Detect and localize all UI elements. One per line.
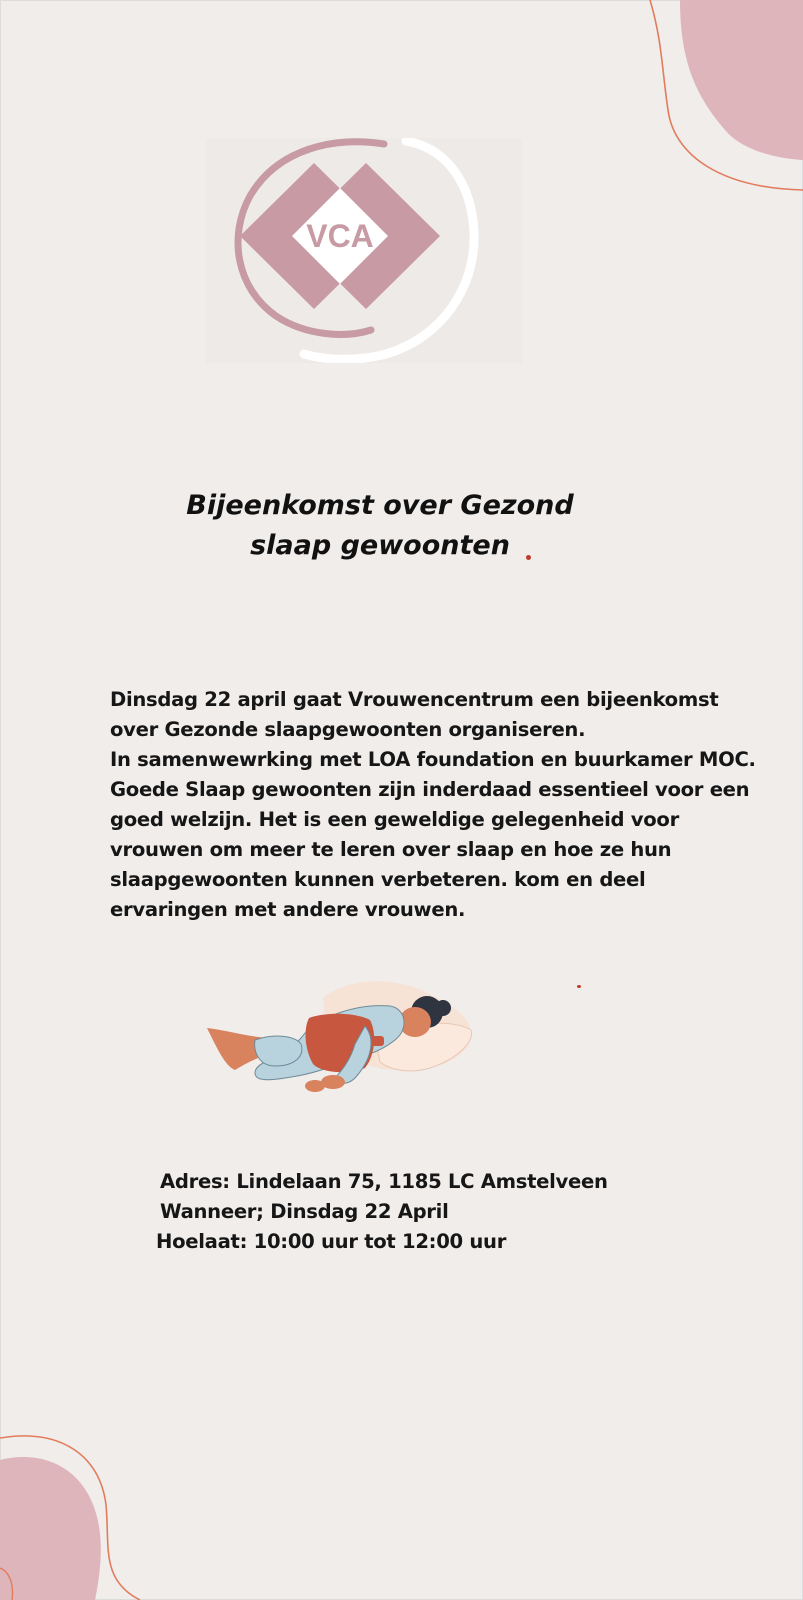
address-line: Adres: Lindelaan 75, 1185 LC Amstelveen xyxy=(160,1170,608,1193)
decorative-dot xyxy=(526,555,531,560)
time-line: Hoelaat: 10:00 uur tot 12:00 uur xyxy=(156,1230,507,1253)
decorative-dot xyxy=(577,985,581,988)
body-line: over Gezonde slaapgewoonten organiseren. xyxy=(110,718,586,741)
vca-logo xyxy=(206,138,522,363)
body-line: Dinsdag 22 april gaat Vrouwencentrum een bijeenkomst xyxy=(110,688,719,711)
body-line: ervaringen met andere vrouwen. xyxy=(110,898,466,921)
title-line-2: slaap gewoonten xyxy=(250,530,510,561)
body-paragraph xyxy=(110,685,790,925)
corner-decoration-top-right xyxy=(640,0,803,200)
corner-decoration-bottom-left xyxy=(0,1430,150,1600)
body-line: In samenwewrking met LOA foundation en buurkamer MOC. xyxy=(110,748,756,771)
body-line: Goede Slaap gewoonten zijn inderdaad essentieel voor een xyxy=(110,778,750,801)
body-line: vrouwen om meer te leren over slaap en hoe ze hun xyxy=(110,838,672,861)
date-line: Wanneer; Dinsdag 22 April xyxy=(160,1200,449,1223)
body-line: goed welzijn. Het is een geweldige gelegenheid voor xyxy=(110,808,679,831)
body-line: slaapgewoonten kunnen verbeteren. kom en deel xyxy=(110,868,646,891)
page-title xyxy=(150,486,610,566)
logo-text: VCA xyxy=(306,218,374,254)
title-line-1: Bijeenkomst over Gezond xyxy=(186,490,574,521)
sleeping-woman-illustration xyxy=(205,978,485,1118)
event-details xyxy=(156,1167,756,1257)
